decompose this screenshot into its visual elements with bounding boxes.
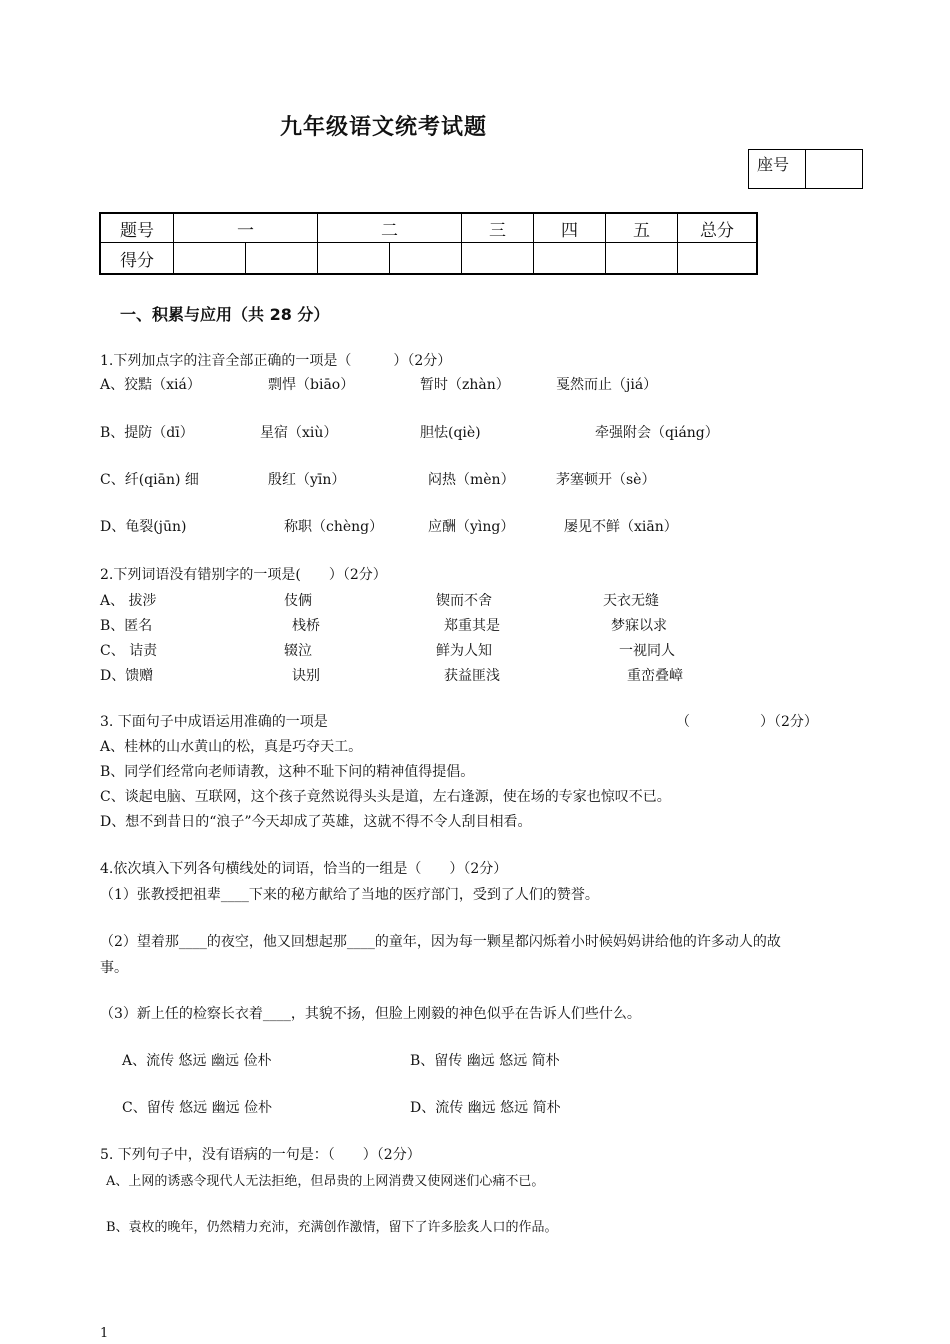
q2-option-b1: B、匿名 <box>100 618 153 634</box>
page-number: 1 <box>100 1326 109 1341</box>
q3-option-d: D、想不到昔日的“浪子”今天却成了英雄，这就不得不令人刮目相看。 <box>100 814 532 830</box>
q1-option-a2: 剽悍（biāo） <box>268 377 355 393</box>
q5-option-a: A、上网的诱惑令现代人无法拒绝，但昂贵的上网消费又使网迷们心痛不已。 <box>106 1174 545 1189</box>
score-table-header-label: 题号 <box>100 213 174 243</box>
q4-stem: 4.依次填入下列各句横线处的词语，恰当的一组是（ ）（2分） <box>100 861 508 877</box>
q2-option-c2: 辍泣 <box>284 643 312 659</box>
score-table-row-label: 得分 <box>100 243 174 275</box>
q2-option-c3: 鲜为人知 <box>436 643 492 659</box>
seat-number-label: 座号 <box>749 150 806 189</box>
q1-option-c2: 殷红（yīn） <box>268 472 346 488</box>
score-col-4: 四 <box>534 213 606 243</box>
q1-option-c4: 茅塞顿开（sè） <box>556 472 656 488</box>
score-col-1: 一 <box>174 213 318 243</box>
q4-sentence-2-cont: 事。 <box>100 960 128 976</box>
q2-option-b4: 梦寐以求 <box>611 618 667 634</box>
q1-stem: 1.下列加点字的注音全部正确的一项是（ ）（2分） <box>100 353 452 369</box>
q1-option-b2: 星宿（xiù） <box>260 425 338 441</box>
q3-option-c: C、谈起电脑、互联网，这个孩子竟然说得头头是道，左右逢源，使在场的专家也惊叹不已。 <box>100 789 671 805</box>
score-col-3: 三 <box>462 213 534 243</box>
q3-option-b: B、同学们经常向老师请教，这种不耻下问的精神值得提倡。 <box>100 764 475 780</box>
q4-option-d: D、流传 幽远 悠远 简朴 <box>410 1100 561 1116</box>
q5-option-b: B、袁枚的晚年，仍然精力充沛，充满创作激情，留下了许多脍炙人口的作品。 <box>106 1220 558 1235</box>
q1-option-d4: 屡见不鲜（xiān） <box>564 519 678 535</box>
q2-option-a4: 天衣无缝 <box>603 593 659 609</box>
q1-option-b4: 牵强附会（qiáng） <box>595 425 719 441</box>
score-cell[interactable] <box>534 243 606 275</box>
q5-stem: 5. 下列句子中，没有语病的一句是：（ ）（2分） <box>100 1147 421 1163</box>
q1-option-d3: 应酬（yìng） <box>428 519 515 535</box>
q4-sentence-2: （2）望着那____的夜空，他又回想起那____的童年，因为每一颗星都闪烁着小时候妈妈讲给他的许多动人的故 <box>100 934 781 950</box>
q1-option-b1: B、提防（dī） <box>100 425 194 441</box>
score-cell[interactable] <box>678 243 758 275</box>
q3-answer-blank: （ ）（2分） <box>676 714 818 730</box>
score-col-total: 总分 <box>678 213 758 243</box>
seat-number-box <box>748 149 863 189</box>
q2-option-c4: 一视同人 <box>619 643 675 659</box>
q4-sentence-1: （1）张教授把祖辈____下来的秘方献给了当地的医疗部门，受到了人们的赞誉。 <box>100 887 599 903</box>
score-col-2: 二 <box>318 213 462 243</box>
q1-option-c3: 闷热（mèn） <box>428 472 515 488</box>
q2-option-a1: A、 拔涉 <box>100 593 157 609</box>
q2-option-b2: 栈桥 <box>292 618 320 634</box>
score-cell[interactable] <box>390 243 462 275</box>
q2-option-c1: C、 诘责 <box>100 643 158 659</box>
q2-option-d4: 重峦叠嶂 <box>627 668 683 684</box>
q3-option-a: A、桂林的山水黄山的松，真是巧夺天工。 <box>100 739 363 755</box>
score-cell[interactable] <box>318 243 390 275</box>
q4-option-c: C、留传 悠远 幽远 俭朴 <box>122 1100 273 1116</box>
score-table <box>99 212 758 275</box>
score-cell[interactable] <box>606 243 678 275</box>
q1-option-d2: 称职（chèng） <box>284 519 384 535</box>
score-cell[interactable] <box>174 243 246 275</box>
q2-option-d1: D、馈赠 <box>100 668 154 684</box>
seat-number-field[interactable] <box>806 150 863 189</box>
q1-option-a1: A、狡黠（xiá） <box>100 377 201 393</box>
q4-sentence-3: （3）新上任的检察长衣着____，其貌不扬，但脸上刚毅的神色似乎在告诉人们些什么。 <box>100 1006 641 1022</box>
q1-option-a3: 暂时（zhàn） <box>420 377 510 393</box>
q1-option-d1: D、龟裂(jūn) <box>100 519 187 535</box>
score-cell[interactable] <box>246 243 318 275</box>
exam-title: 九年级语文统考试题 <box>280 114 488 140</box>
q2-option-b3: 郑重其是 <box>444 618 500 634</box>
score-cell[interactable] <box>462 243 534 275</box>
q1-option-c1: C、纤(qiān) 细 <box>100 472 199 488</box>
q4-option-b: B、留传 幽远 悠远 简朴 <box>410 1053 560 1069</box>
q1-option-a4: 戛然而止（jiá） <box>556 377 658 393</box>
q2-stem: 2.下列词语没有错别字的一项是( ）（2分） <box>100 567 387 583</box>
q2-option-a3: 锲而不舍 <box>436 593 492 609</box>
q4-option-a: A、流传 悠远 幽远 俭朴 <box>122 1053 272 1069</box>
q2-option-d3: 获益匪浅 <box>444 668 500 684</box>
q3-stem: 3. 下面句子中成语运用准确的一项是 <box>100 714 328 730</box>
section-heading: 一、积累与应用（共 28 分） <box>120 305 330 324</box>
q2-option-d2: 诀别 <box>292 668 320 684</box>
q1-option-b3: 胆怯(qiè) <box>420 425 481 441</box>
q2-option-a2: 伎俩 <box>284 593 312 609</box>
score-col-5: 五 <box>606 213 678 243</box>
